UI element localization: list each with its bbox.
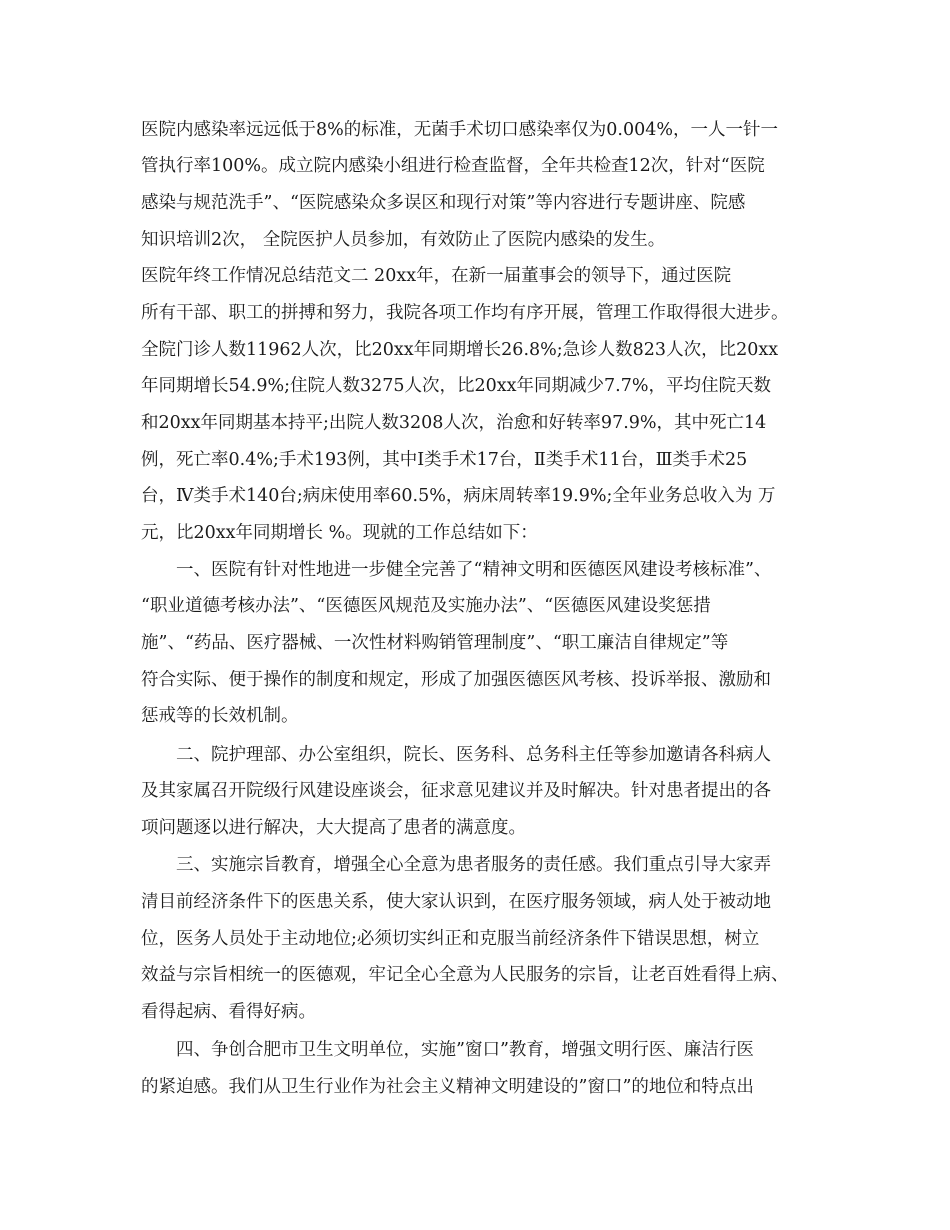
text-line: 看得起病、看得好病。 [141, 1002, 316, 1022]
paragraph-4-start: 四、争创合肥市卫生文明单位，实施”窗口”教育，增强文明行医、廉洁行医 [176, 1040, 754, 1060]
text-line: 施”、“药品、医疗器械、一次性材料购销管理制度”、“职工廉洁自律规定”等 [141, 633, 729, 653]
text-line: 年同期增长54.9%;住院人数3275人次，比20xx年同期减少7.7%，平均住院天数 [141, 376, 771, 396]
text-line: 清目前经济条件下的医患关系，使大家认识到，在医疗服务领域，病人处于被动地 [141, 892, 771, 912]
text-line: “职业道德考核办法”、“医德医风规范及实施办法”、“医德医风建设奖惩措 [141, 596, 711, 616]
text-line: 符合实际、便于操作的制度和规定，形成了加强医德医风考核、投诉举报、激励和 [141, 670, 771, 690]
paragraph-3-start: 三、实施宗旨教育，增强全心全意为患者服务的责任感。我们重点引导大家弄 [176, 855, 771, 875]
text-line: 及其家属召开院级行风建设座谈会，征求意见建议并及时解决。针对患者提出的各 [141, 781, 771, 801]
text-line: 项问题逐以进行解决，大大提高了患者的满意度。 [141, 818, 526, 838]
text-line: 管执行率100%。成立院内感染小组进行检查监督，全年共检查12次，针对“医院 [141, 156, 765, 176]
paragraph-1-start: 一、医院有针对性地进一步健全完善了“精神文明和医德医风建设考核标准”、 [176, 560, 772, 580]
text-line: 知识培训2次， 全院医护人员参加，有效防止了医院内感染的发生。 [141, 230, 666, 250]
paragraph-2-start: 二、院护理部、办公室组织，院长、医务科、总务科主任等参加邀请各科病人 [176, 745, 771, 765]
text-line: 的紧迫感。我们从卫生行业作为社会主义精神文明建设的”窗口”的地位和特点出 [141, 1077, 754, 1097]
text-line: 所有干部、职工的拼搏和努力，我院各项工作均有序开展，管理工作取得很大进步。 [141, 303, 789, 323]
text-line: 效益与宗旨相统一的医德观，牢记全心全意为人民服务的宗旨，让老百姓看得上病、 [141, 965, 789, 985]
text-line: 全院门诊人数11962人次，比20xx年同期增长26.8%;急诊人数823人次，比20xx [141, 340, 779, 360]
text-line: 感染与规范洗手”、“医院感染众多误区和现行对策”等内容进行专题讲座、院感 [141, 193, 746, 213]
text-line: 惩戒等的长效机制。 [141, 706, 299, 726]
text-line: 医院内感染率远远低于8%的标准，无菌手术切口感染率仅为0.004%，一人一针一 [141, 120, 778, 140]
text-line: 台，Ⅳ类手术140台;病床使用率60.5%，病床周转率19.9%;全年业务总收入为 万 [141, 486, 776, 506]
text-line: 元，比20xx年同期增长 %。现就的工作总结如下： [141, 523, 538, 543]
text-line: 例，死亡率0.4%;手术193例，其中Ⅰ类手术17台，Ⅱ类手术11台，Ⅲ类手术25 [141, 450, 748, 470]
text-line: 和20xx年同期基本持平;出院人数3208人次，治愈和好转率97.9%，其中死亡14 [141, 413, 767, 433]
section-heading-line: 医院年终工作情况总结范文二 20xx年，在新一届董事会的领导下，通过医院 [141, 266, 732, 286]
text-line: 位，医务人员处于主动地位;必须切实纠正和克服当前经济条件下错误思想，树立 [141, 929, 760, 949]
